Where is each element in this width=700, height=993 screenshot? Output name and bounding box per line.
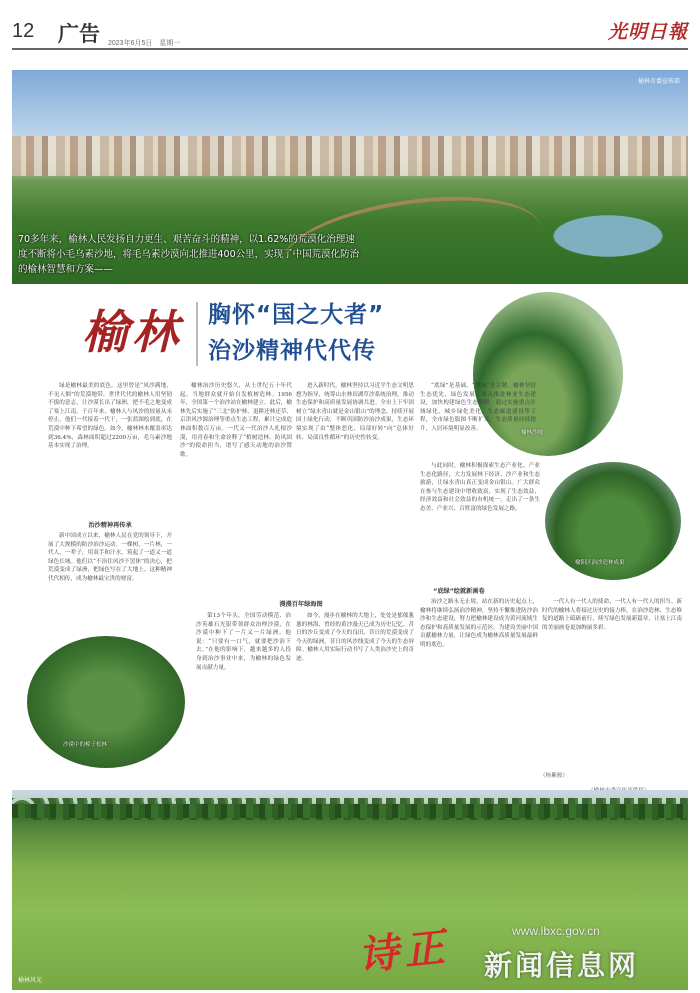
paragraph: 绿是榆林最美的底色。这里曾是“风沙满地，不见人烟”的荒漠地带，世世代代的榆林人用坚韧不拔的意志，让沙漠长出了绿洲，把不毛之地变成了塞上江南。千百年来，榆林人与风沙的较量从未停止，他们一代接着一代干，一张蓝图绘到底，在荒漠中种下希望的绿色。如今，榆林林木覆盖率达到36.4%，森林面积超过2200万亩，毛乌素沙地基本实现了治理。: [48, 383, 172, 450]
watermark-url: www.lbxc.gov.cn: [512, 924, 600, 938]
paragraph: “底绿”是基础，“增绿”是关键。榆林坚持生态优先、绿色发展，深入推进林业生态建设，加快构建绿色生态屏障。通过实施重点区域绿化、城乡绿化美化、生态廊道建设等工程，全市绿色版图不断扩大，生态质量持续提升，人居环境明显改善。: [420, 383, 536, 432]
title-divider: [196, 302, 198, 366]
article-column-2a: [180, 382, 292, 594]
landscape-photo-credit: 榆林风光: [18, 977, 43, 984]
hero-caption-line: 的榆林智慧和方案——: [18, 264, 114, 275]
section-title: 广告: [58, 22, 100, 46]
author-byline: （杨紫骏）: [540, 773, 568, 779]
header-divider: [12, 48, 688, 50]
article-column-4b: [420, 462, 540, 580]
article-column-1a: [48, 382, 172, 514]
city-skyline: [12, 136, 688, 176]
page-number: 12: [12, 20, 35, 42]
masthead-logo: 光明日報: [607, 21, 688, 43]
hero-caption-line: 度不断将小毛乌素沙地，将毛乌素沙漠向北推进400公里，实现了中国荒漠化防治: [18, 249, 360, 260]
paragraph: 一代人有一代人的使命，一代人有一代人的担当。新时代的榆林人将接过历史的接力棒，在治沙造林、生态修复的道路上砥砺前行，续写绿色发展新篇章，让塞上江南的美丽画卷更加绚丽多彩。: [542, 599, 682, 631]
photo-caption: 榆阳区治沙造林成果: [575, 560, 625, 566]
watermark-site-name: 新闻信息网: [484, 949, 640, 982]
page-header: [12, 20, 688, 50]
photo-afforestation: [545, 462, 681, 580]
paragraph: 进入新时代，榆林坚持以习近平生态文明思想为指导，统筹山水林田湖草沙系统治理，推动生态保护和高质量发展协调共进。全市上下牢固树立“绿水青山就是金山银山”的理念，持续开展国土绿化行动，不断巩固防沙治沙成果，生态环境实现了由“整体恶化、局部好转”向“总体好转、局部良性循环”的历史性转变。: [296, 383, 414, 441]
tree-line-shadow: [12, 804, 688, 818]
paragraph: 榆林治沙历史悠久，从上世纪五十年代起，当地群众就开始自发植树造林。1956年，全国第一个治沙站在榆林建立。此后，榆林先后实施了“三北”防护林、退耕还林还草、京津风沙源治理等重点生态工程，累计完成造林面积数百万亩。一代又一代治沙人扎根沙漠，用青春和生命诠释了“植树造林、防风固沙”的使命担当，谱写了感天动地的治沙赞歌。: [180, 383, 292, 458]
watermark-calligraphy-logo: 诗正: [356, 923, 453, 980]
headline-line-1: 胸怀“国之大者”: [208, 302, 385, 328]
paragraph: 治沙之路永无止境。站在新的历史起点上，榆林将继续弘扬治沙精神，坚持不懈推进防沙治沙和生态建设，努力把榆林建设成为黄河流域生态保护和高质量发展的示范区，为建设美丽中国贡献榆林力量，让绿色成为榆林高质量发展最鲜明的底色。: [420, 599, 538, 648]
article-column-4a: [420, 382, 536, 462]
article-column-3b: [296, 612, 414, 782]
hero-caption: [18, 232, 538, 275]
article-column-2b: [296, 382, 414, 594]
article-column-1b: [48, 532, 172, 632]
city-title: 榆林: [82, 305, 182, 359]
article-column-5b: [542, 598, 682, 768]
subheading-1: 治沙精神再传承: [88, 522, 132, 529]
subheading-3: “底绿”绘就新画卷: [433, 588, 485, 595]
paragraph: 如今，漫步在榆林的大地上，处处是郁郁葱葱的林海，曾经的黄沙漫天已成为历史记忆。昔日的沙丘变成了今天的良田，昔日的荒漠变成了今天的绿洲，昔日的风沙线变成了今天的生态屏障。榆林人用实际行动书写了人类治沙史上的奇迹。: [296, 613, 414, 662]
photo-caption: 沙漠中的樟子松林: [63, 742, 108, 748]
paragraph: 第13个年头，全国劳动模范、治沙英雄石光银带领群众治理沙漠，在沙漠中种下了一片又一片绿洲。他说：“只要有一口气，就要把沙治下去。”在他的影响下，越来越多的人投身到治沙事业中来，为榆林的绿色发展贡献力量。: [196, 613, 291, 671]
article-column-3a: [196, 612, 291, 782]
article-column-5a: [420, 598, 538, 778]
paragraph: 与此同时，榆林积极探索生态产业化、产业生态化路径，大力发展林下经济、沙产业和生态旅游，让绿水青山真正变成金山银山。广大群众在参与生态建设中增收致富，实现了生态效益、经济效益和社会效益的有机统一，走出了一条生态美、产业兴、百姓富的绿色发展之路。: [420, 463, 540, 512]
photo-pine-forest: [27, 636, 185, 768]
headline-line-2: 治沙精神代代传: [208, 338, 376, 364]
subheading-2: 漫漫百年绿海图: [279, 601, 323, 608]
issue-date: 2023年6月5日 星期一: [108, 40, 181, 47]
hero-caption-line: 70多年来，榆林人民发扬自力更生、艰苦奋斗的精神，以1.62%的荒漠化治理速: [18, 234, 355, 245]
paragraph: 新中国成立以来，榆林人民在党的领导下，开展了大规模的防沙治沙运动。一棵树、一片林，一代人、一辈子，用双手和汗水，筑起了一道又一道绿色长城。他们以“不治住风沙不罢休”的决心，把荒漠变成了绿洲，把绿色写在了大地上。这种精神代代相传，成为榆林最宝贵的财富。: [48, 533, 172, 582]
photo-caption: 榆林沙地: [521, 430, 544, 436]
hero-photo-credit: 榆林市委宣传部: [637, 78, 680, 85]
